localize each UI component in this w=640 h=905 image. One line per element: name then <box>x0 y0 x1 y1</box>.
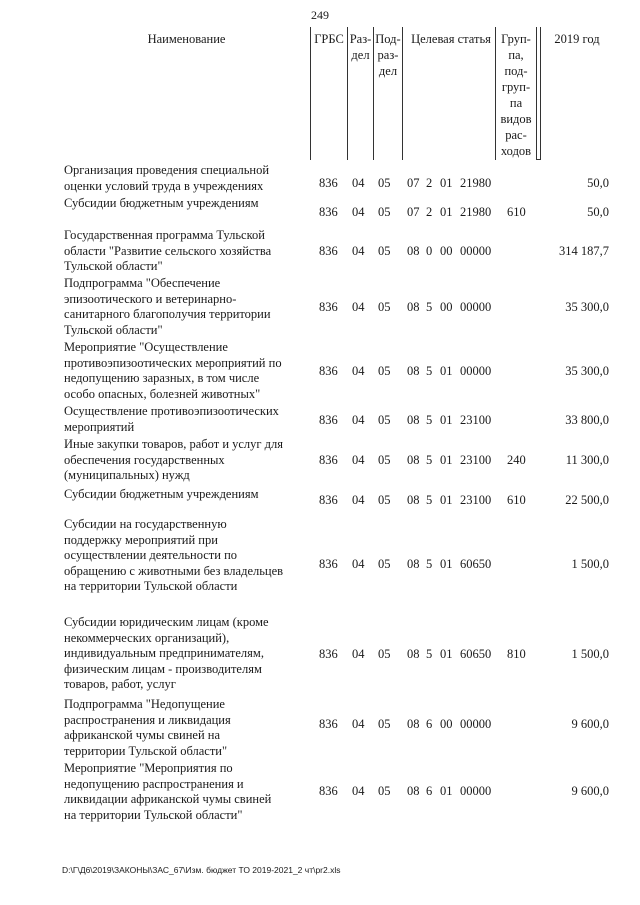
cell-pr: 05 <box>378 205 391 219</box>
cell-amount: 35 300,0 <box>565 300 609 314</box>
row-name: Мероприятие "Мероприятия по недопущению распространения и ликвидации африканской чумы свиней на территории Тульской области" <box>64 761 272 822</box>
cell-pr: 05 <box>378 784 391 798</box>
cell-pr: 05 <box>378 717 391 731</box>
cell-grbs: 836 <box>319 493 338 507</box>
cell-amount: 11 300,0 <box>565 453 609 467</box>
row-name: Субсидии бюджетным учреждениям <box>64 196 259 210</box>
cell-cs3: 01 <box>440 453 453 467</box>
column-divider <box>536 159 540 160</box>
cell-cs4: 60650 <box>460 557 492 571</box>
cell-amount: 22 500,0 <box>565 493 609 507</box>
cell-pr: 05 <box>378 244 391 258</box>
row-name: Осуществление противоэпизоотических мероприятий <box>64 404 279 434</box>
cell-cs1: 07 <box>407 176 420 190</box>
cell-cs4: 60650 <box>460 647 492 661</box>
cell-rz: 04 <box>352 784 365 798</box>
column-divider <box>347 27 348 160</box>
cell-cs2: 5 <box>426 300 433 314</box>
cell-cs2: 5 <box>426 647 433 661</box>
cell-cs2: 5 <box>426 453 433 467</box>
cell-cs3: 01 <box>440 413 453 427</box>
cell-cs1: 08 <box>407 717 420 731</box>
cell-vr: 240 <box>507 453 526 467</box>
cell-grbs: 836 <box>319 364 338 378</box>
cell-cs2: 2 <box>426 176 433 190</box>
column-divider <box>536 27 537 160</box>
column-divider <box>402 27 403 160</box>
cell-cs4: 23100 <box>460 453 492 467</box>
cell-cs4: 00000 <box>460 364 492 378</box>
cell-rz: 04 <box>352 176 365 190</box>
cell-cs2: 6 <box>426 784 433 798</box>
page-number: 249 <box>311 8 329 22</box>
cell-amount: 9 600,0 <box>571 784 609 798</box>
cell-cs2: 5 <box>426 413 433 427</box>
cell-cs4: 00000 <box>460 300 492 314</box>
cell-cs1: 08 <box>407 493 420 507</box>
header-year: 2019 год <box>554 32 600 46</box>
row-name: Организация проведения специальной оценки условий труда в учреждениях <box>64 163 270 193</box>
cell-pr: 05 <box>378 557 391 571</box>
cell-cs4: 00000 <box>460 717 492 731</box>
column-divider <box>310 27 311 160</box>
cell-cs1: 08 <box>407 557 420 571</box>
cell-amount: 50,0 <box>587 205 609 219</box>
cell-cs1: 07 <box>407 205 420 219</box>
file-path-footer: D:\Г\Д6\2019\ЗАКОНЫ\ЗАС_67\Изм. бюджет ТО 2019-2021_2 чт\pr2.xls <box>62 865 341 875</box>
cell-cs3: 01 <box>440 205 453 219</box>
cell-grbs: 836 <box>319 205 338 219</box>
cell-amount: 314 187,7 <box>559 244 609 258</box>
cell-cs2: 5 <box>426 557 433 571</box>
row-name: Государственная программа Тульской области "Развитие сельского хозяйства Тульской области" <box>64 228 272 274</box>
cell-cs3: 01 <box>440 784 453 798</box>
cell-vr: 610 <box>507 493 526 507</box>
cell-amount: 9 600,0 <box>571 717 609 731</box>
cell-cs1: 08 <box>407 453 420 467</box>
cell-cs3: 00 <box>440 244 453 258</box>
header-podrazdel: Под- раз- дел <box>375 32 401 78</box>
row-name: Подпрограмма "Недопущение распространения и ликвидация африканской чумы свиней на территории Тульской области" <box>64 697 231 758</box>
cell-grbs: 836 <box>319 647 338 661</box>
cell-grbs: 836 <box>319 453 338 467</box>
cell-cs2: 5 <box>426 364 433 378</box>
cell-grbs: 836 <box>319 176 338 190</box>
cell-pr: 05 <box>378 176 391 190</box>
cell-rz: 04 <box>352 717 365 731</box>
cell-amount: 50,0 <box>587 176 609 190</box>
cell-cs3: 01 <box>440 364 453 378</box>
cell-pr: 05 <box>378 453 391 467</box>
cell-rz: 04 <box>352 413 365 427</box>
cell-rz: 04 <box>352 453 365 467</box>
cell-cs2: 2 <box>426 205 433 219</box>
row-name: Подпрограмма "Обеспечение эпизоотического и ветеринарно-санитарного благополучия территории Тульской области" <box>64 276 271 337</box>
cell-cs4: 00000 <box>460 244 492 258</box>
cell-grbs: 836 <box>319 244 338 258</box>
cell-amount: 1 500,0 <box>571 647 609 661</box>
cell-grbs: 836 <box>319 717 338 731</box>
cell-cs1: 08 <box>407 364 420 378</box>
column-divider <box>373 27 374 160</box>
cell-amount: 35 300,0 <box>565 364 609 378</box>
cell-grbs: 836 <box>319 557 338 571</box>
cell-cs1: 08 <box>407 784 420 798</box>
cell-grbs: 836 <box>319 784 338 798</box>
cell-pr: 05 <box>378 647 391 661</box>
cell-vr: 610 <box>507 205 526 219</box>
header-grbs: ГРБС <box>314 32 344 46</box>
cell-cs1: 08 <box>407 647 420 661</box>
cell-cs3: 01 <box>440 493 453 507</box>
cell-rz: 04 <box>352 647 365 661</box>
cell-cs3: 00 <box>440 300 453 314</box>
cell-cs1: 08 <box>407 300 420 314</box>
cell-amount: 33 800,0 <box>565 413 609 427</box>
cell-cs4: 23100 <box>460 413 492 427</box>
cell-cs4: 21980 <box>460 205 492 219</box>
cell-cs4: 21980 <box>460 176 492 190</box>
cell-amount: 1 500,0 <box>571 557 609 571</box>
cell-cs1: 08 <box>407 413 420 427</box>
cell-cs1: 08 <box>407 244 420 258</box>
row-name: Субсидии юридическим лицам (кроме некоммерческих организаций), индивидуальным предпринимателям, физическим лицам - производителям товаров, работ, услуг <box>64 615 269 692</box>
column-divider <box>495 27 496 160</box>
row-name: Мероприятие "Осуществление противоэпизоотических мероприятий по недопущению заразных, в том числе особо опасных, болезней животных" <box>64 340 282 401</box>
row-name: Иные закупки товаров, работ и услуг для обеспечения государственных (муниципальных) нужд <box>64 437 284 483</box>
cell-vr: 810 <box>507 647 526 661</box>
cell-rz: 04 <box>352 557 365 571</box>
cell-pr: 05 <box>378 364 391 378</box>
cell-rz: 04 <box>352 493 365 507</box>
cell-rz: 04 <box>352 364 365 378</box>
header-group: Груп- па, под- груп- па видов рас- ходов <box>500 32 532 158</box>
header-razdel: Раз- дел <box>349 32 372 62</box>
cell-grbs: 836 <box>319 413 338 427</box>
cell-cs3: 01 <box>440 557 453 571</box>
cell-rz: 04 <box>352 205 365 219</box>
header-target: Целевая статья <box>411 32 491 46</box>
cell-rz: 04 <box>352 244 365 258</box>
cell-pr: 05 <box>378 413 391 427</box>
cell-rz: 04 <box>352 300 365 314</box>
header-name: Наименование <box>147 32 226 46</box>
cell-cs2: 0 <box>426 244 433 258</box>
cell-cs3: 01 <box>440 647 453 661</box>
cell-pr: 05 <box>378 493 391 507</box>
row-name: Субсидии на государственную поддержку мероприятий при осуществлении деятельности по обращению с животными без владельцев на территории Тульской области <box>64 517 284 594</box>
column-divider <box>540 27 541 160</box>
cell-cs4: 23100 <box>460 493 492 507</box>
row-name: Субсидии бюджетным учреждениям <box>64 487 259 501</box>
cell-grbs: 836 <box>319 300 338 314</box>
cell-cs2: 6 <box>426 717 433 731</box>
cell-cs3: 01 <box>440 176 453 190</box>
cell-cs3: 00 <box>440 717 453 731</box>
cell-pr: 05 <box>378 300 391 314</box>
cell-cs2: 5 <box>426 493 433 507</box>
cell-cs4: 00000 <box>460 784 492 798</box>
